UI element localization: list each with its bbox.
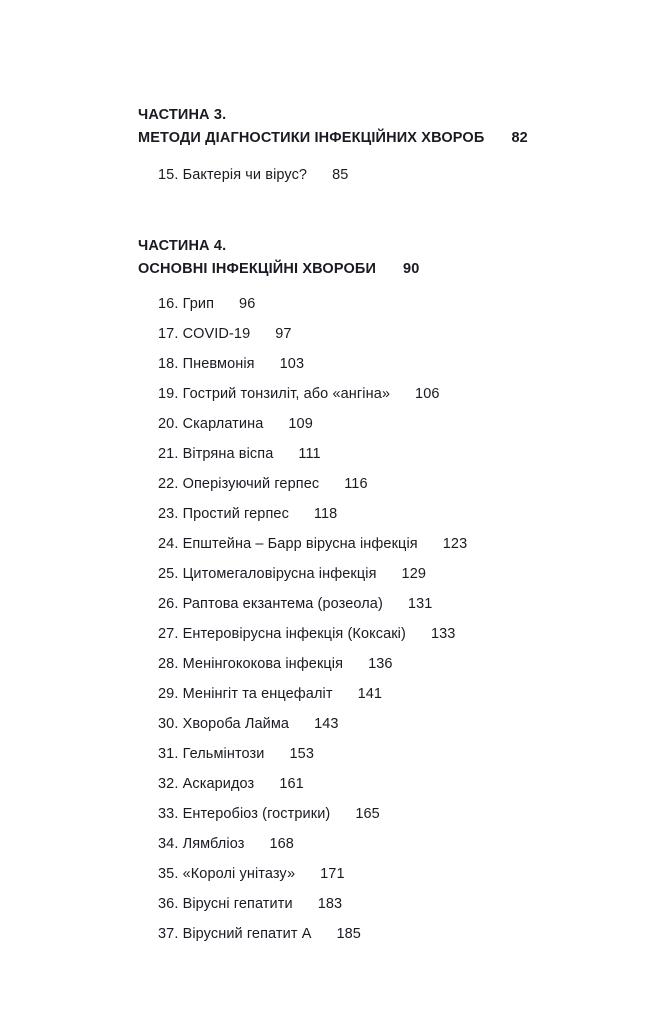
toc-entry-page: 85 [332,167,349,183]
toc-entry-page: 131 [407,596,433,612]
list-item[interactable] [158,469,598,499]
toc-entry-page: 123 [442,536,468,552]
list-item[interactable] [158,499,598,529]
toc-entry-page: 129 [401,566,427,582]
list-item[interactable] [158,559,598,589]
list-item[interactable] [158,919,598,949]
toc-entry-page: 97 [275,326,292,342]
list-item[interactable] [158,769,598,799]
toc-entry-title: 27. Ентеровірусна інфекція (Коксакі) [158,626,406,642]
toc-entry-title: 30. Хвороба Лайма [158,716,290,732]
toc-entry-title: 32. Аскаридоз [158,776,255,792]
list-item[interactable] [158,160,598,190]
list-item[interactable] [158,439,598,469]
toc-entry-page: 136 [368,656,393,672]
part-title-row-4 [138,258,598,281]
list-item[interactable] [158,379,598,409]
toc-entry-title: 25. Цитомегаловірусна інфекція [158,566,377,582]
list-item[interactable] [158,829,598,859]
toc-entry-page: 165 [355,806,380,822]
toc-entry-title: 18. Пневмонія [158,356,255,372]
toc-entry-page: 111 [298,446,321,462]
toc-entry-page: 116 [344,476,368,492]
part-page-number-3: 82 [511,130,528,146]
toc-entry-page: 168 [269,836,294,852]
toc-entry-page: 106 [415,386,440,402]
part-title-3: МЕТОДИ ДІАГНОСТИКИ ІНФЕКЦІЙНИХ ХВОРОБ [138,130,485,146]
part-label-4: ЧАСТИНА 4. [138,238,227,254]
toc-entry-page: 103 [279,356,305,372]
toc-entry-title: 36. Вірусні гепатити [158,896,293,912]
toc-entry-title: 16. Грип [158,296,215,312]
toc-entry-page: 141 [357,686,383,702]
part-title-4: ОСНОВНІ ІНФЕКЦІЙНІ ХВОРОБИ [138,261,377,277]
part-page-number-4: 90 [403,261,420,277]
part-heading-block-3 [138,104,598,150]
toc-entry-page: 185 [336,926,361,942]
toc-entry-title: 24. Епштейна – Барр вірусна інфекція [158,536,418,552]
toc-list-part-3 [138,160,598,190]
toc-entry-title: 23. Простий герпес [158,506,289,522]
toc-entry-title: 26. Раптова екзантема (розеола) [158,596,383,612]
list-item[interactable] [158,859,598,889]
toc-entry-title: 17. COVID-19 [158,326,251,342]
toc-entry-page: 153 [289,746,314,762]
toc-entry-page: 143 [314,716,339,732]
toc-entry-page: 161 [279,776,304,792]
list-item[interactable] [158,649,598,679]
list-item[interactable] [158,319,598,349]
toc-entry-title: 31. Гельмінтози [158,746,265,762]
list-item[interactable] [158,619,598,649]
list-item[interactable] [158,679,598,709]
toc-entry-page: 133 [430,626,456,642]
toc-entry-title: 19. Гострий тонзиліт, або «ангіна» [158,386,391,402]
toc-entry-title: 33. Ентеробіоз (гострики) [158,806,331,822]
toc-entry-title: 34. Лямбліоз [158,836,245,852]
toc-entry-title: 22. Оперізуючий герпес [158,476,320,492]
list-item[interactable] [158,739,598,769]
toc-entry-page: 96 [239,296,256,312]
list-item[interactable] [158,349,598,379]
toc-entry-title: 21. Вітряна віспа [158,446,274,462]
list-item[interactable] [158,799,598,829]
toc-entry-title: 15. Бактерія чи вірус? [158,167,308,183]
toc-entry-title: 35. «Королі унітазу» [158,866,296,882]
part-heading-block-4 [138,235,598,281]
toc-entry-title: 37. Вірусний гепатит А [158,926,312,942]
list-item[interactable] [158,289,598,319]
toc-entry-page: 183 [317,896,343,912]
list-item[interactable] [158,529,598,559]
toc-entry-title: 20. Скарлатина [158,416,264,432]
list-item[interactable] [158,589,598,619]
toc-list-part-4 [138,289,598,949]
list-item[interactable] [158,709,598,739]
toc-entry-page: 118 [313,506,338,522]
part-label-3: ЧАСТИНА 3. [138,107,227,123]
list-item[interactable] [158,889,598,919]
part-title-row-3 [138,127,598,150]
toc-entry-title: 29. Менінгіт та енцефаліт [158,686,333,702]
toc-entry-page: 109 [288,416,313,432]
toc-entry-page: 171 [320,866,345,882]
list-item[interactable] [158,409,598,439]
toc-entry-title: 28. Менінгококова інфекція [158,656,344,672]
